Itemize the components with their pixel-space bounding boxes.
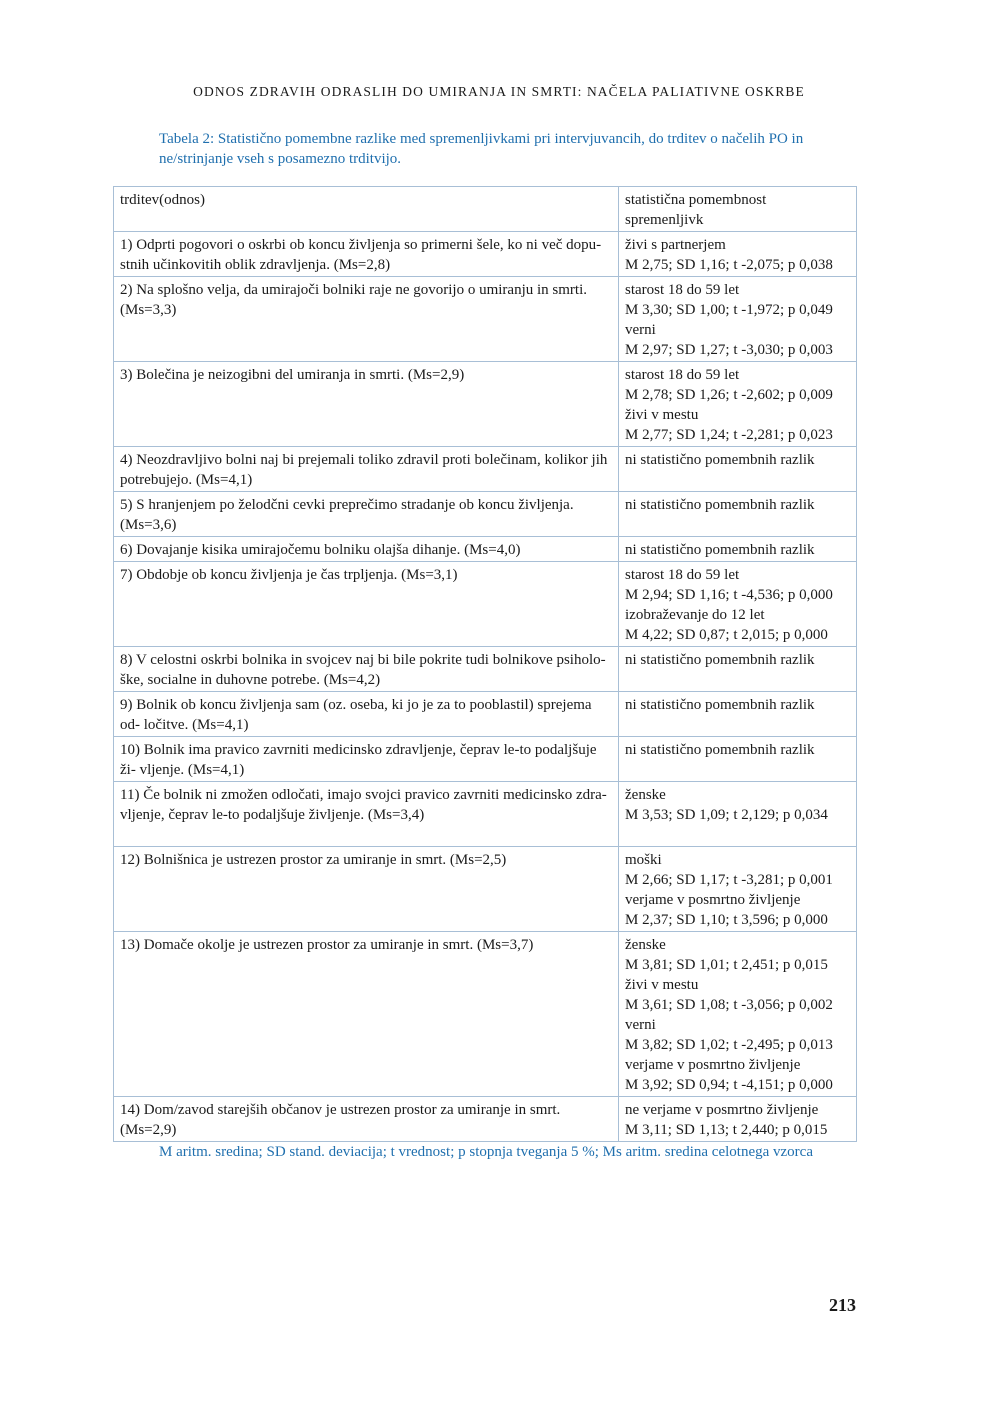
significance-line: ženske <box>625 937 666 953</box>
statement-cell: 9) Bolnik ob koncu življenja sam (oz. oseba, ki jo je za to pooblastil) sprejema od- ločitve. (Ms=4,1) <box>114 692 619 737</box>
header-significance <box>619 187 857 232</box>
significance-line: M 4,22; SD 0,87; t 2,015; p 0,000 <box>625 627 828 643</box>
statement-cell: 4) Neozdravljivo bolni naj bi prejemali toliko zdravil proti bolečinam, kolikor jih potrebujejo. (Ms=4,1) <box>114 447 619 492</box>
significance-line: M 3,81; SD 1,01; t 2,451; p 0,015 <box>625 957 828 973</box>
significance-line: ženske <box>625 787 666 803</box>
significance-line: verni <box>625 1017 656 1033</box>
significance-line: M 2,94; SD 1,16; t -4,536; p 0,000 <box>625 587 833 603</box>
significance-line: ne verjame v posmrtno življenje <box>625 1102 819 1118</box>
significance-line: M 3,11; SD 1,13; t 2,440; p 0,015 <box>625 1122 828 1138</box>
significance-cell <box>619 932 857 1097</box>
table-row <box>114 847 857 932</box>
significance-cell <box>619 782 857 847</box>
significance-line: verni <box>625 322 656 338</box>
significance-line: izobraževanje do 12 let <box>625 607 765 623</box>
significance-cell <box>619 847 857 932</box>
page-number: 213 <box>829 1295 856 1315</box>
header-statement: trditev(odnos) <box>114 187 619 232</box>
significance-cell <box>619 692 857 737</box>
table-footnote: M aritm. sredina; SD stand. deviacija; t vrednost; p stopnja tveganja 5 %; Ms aritm. sredina celotnega vzorca <box>159 1144 813 1160</box>
significance-cell <box>619 537 857 562</box>
table-header-row <box>114 187 857 232</box>
significance-line: M 3,30; SD 1,00; t -1,972; p 0,049 <box>625 302 833 318</box>
significance-cell <box>619 647 857 692</box>
table-row <box>114 737 857 782</box>
significance-line: ni statistično pomembnih razlik <box>625 697 815 713</box>
table-row <box>114 277 857 362</box>
statement-cell: 3) Bolečina je neizogibni del umiranja in smrti. (Ms=2,9) <box>114 362 619 447</box>
significance-line: živi s partnerjem <box>625 237 726 253</box>
significance-line: M 2,37; SD 1,10; t 3,596; p 0,000 <box>625 912 828 928</box>
significance-line: živi v mestu <box>625 977 699 993</box>
significance-line: M 3,61; SD 1,08; t -3,056; p 0,002 <box>625 997 833 1013</box>
significance-line: starost 18 do 59 let <box>625 567 740 583</box>
table-row <box>114 782 857 847</box>
table-row <box>114 562 857 647</box>
table-row <box>114 362 857 447</box>
significance-line: M 2,97; SD 1,27; t -3,030; p 0,003 <box>625 342 833 358</box>
statement-cell: 8) V celostni oskrbi bolnika in svojcev naj bi bile pokrite tudi bolnikove psiholo- ške, socialne in duhovne potrebe. (Ms=4,2) <box>114 647 619 692</box>
significance-line: M 3,82; SD 1,02; t -2,495; p 0,013 <box>625 1037 833 1053</box>
table-row <box>114 492 857 537</box>
table-row <box>114 692 857 737</box>
statement-cell: 6) Dovajanje kisika umirajočemu bolniku olajša dihanje. (Ms=4,0) <box>114 537 619 562</box>
table-caption: Tabela 2: Statistično pomembne razlike med spremenljivkami pri intervjuvancih, do trditev o načelih PO in ne/strinjanje vseh s posamezno trditvijo. <box>159 131 804 167</box>
table-row <box>114 647 857 692</box>
statement-cell: 1) Odprti pogovori o oskrbi ob koncu življenja so primerni šele, ko ni več dopu- stnih učinkovitih oblik zdravljenja. (Ms=2,8) <box>114 232 619 277</box>
statement-cell: 10) Bolnik ima pravico zavrniti medicinsko zdravljenje, čeprav le-to podaljšuje ži- vljenje. (Ms=4,1) <box>114 737 619 782</box>
running-head: ODNOS ZDRAVIH ODRASLIH DO UMIRANJA IN SMRTI: NAČELA PALIATIVNE OSKRBE <box>193 84 805 99</box>
significance-cell <box>619 492 857 537</box>
statement-cell: 12) Bolnišnica je ustrezen prostor za umiranje in smrt. (Ms=2,5) <box>114 847 619 932</box>
significance-cell <box>619 232 857 277</box>
significance-line: ni statistično pomembnih razlik <box>625 542 815 558</box>
table-row <box>114 1097 857 1142</box>
table-row <box>114 447 857 492</box>
statement-cell: 2) Na splošno velja, da umirajoči bolniki raje ne govorijo o umiranju in smrti. (Ms=3,3) <box>114 277 619 362</box>
significance-line: živi v mestu <box>625 407 699 423</box>
significance-cell <box>619 277 857 362</box>
significance-line: M 2,75; SD 1,16; t -2,075; p 0,038 <box>625 257 833 273</box>
header-significance-line: spremenljivk <box>625 212 704 228</box>
significance-line: ni statistično pomembnih razlik <box>625 652 815 668</box>
header-significance-line: statistična pomembnost <box>625 192 767 208</box>
results-table <box>113 186 857 1142</box>
significance-line: M 2,66; SD 1,17; t -3,281; p 0,001 <box>625 872 833 888</box>
significance-cell <box>619 447 857 492</box>
statement-cell: 7) Obdobje ob koncu življenja je čas trpljenja. (Ms=3,1) <box>114 562 619 647</box>
significance-line: verjame v posmrtno življenje <box>625 1057 801 1073</box>
significance-line: M 2,78; SD 1,26; t -2,602; p 0,009 <box>625 387 833 403</box>
statement-cell: 11) Če bolnik ni zmožen odločati, imajo svojci pravico zavrniti medicinsko zdra- vljenje, čeprav le-to podaljšuje življenje. (Ms=3,4) <box>114 782 619 847</box>
significance-line: ni statistično pomembnih razlik <box>625 742 815 758</box>
significance-line: M 3,92; SD 0,94; t -4,151; p 0,000 <box>625 1077 833 1093</box>
significance-line: moški <box>625 852 662 868</box>
significance-cell <box>619 737 857 782</box>
significance-line: verjame v posmrtno življenje <box>625 892 801 908</box>
significance-cell <box>619 1097 857 1142</box>
significance-line: ni statistično pomembnih razlik <box>625 497 815 513</box>
significance-cell <box>619 362 857 447</box>
statement-cell: 5) S hranjenjem po želodčni cevki preprečimo stradanje ob koncu življenja. (Ms=3,6) <box>114 492 619 537</box>
significance-line: starost 18 do 59 let <box>625 367 740 383</box>
table-row <box>114 932 857 1097</box>
significance-cell <box>619 562 857 647</box>
table-row <box>114 537 857 562</box>
significance-line: ni statistično pomembnih razlik <box>625 452 815 468</box>
table-row <box>114 232 857 277</box>
statement-cell: 13) Domače okolje je ustrezen prostor za umiranje in smrt. (Ms=3,7) <box>114 932 619 1097</box>
statement-cell: 14) Dom/zavod starejših občanov je ustrezen prostor za umiranje in smrt. (Ms=2,9) <box>114 1097 619 1142</box>
significance-line: M 2,77; SD 1,24; t -2,281; p 0,023 <box>625 427 833 443</box>
significance-line: starost 18 do 59 let <box>625 282 740 298</box>
significance-line: M 3,53; SD 1,09; t 2,129; p 0,034 <box>625 807 828 823</box>
